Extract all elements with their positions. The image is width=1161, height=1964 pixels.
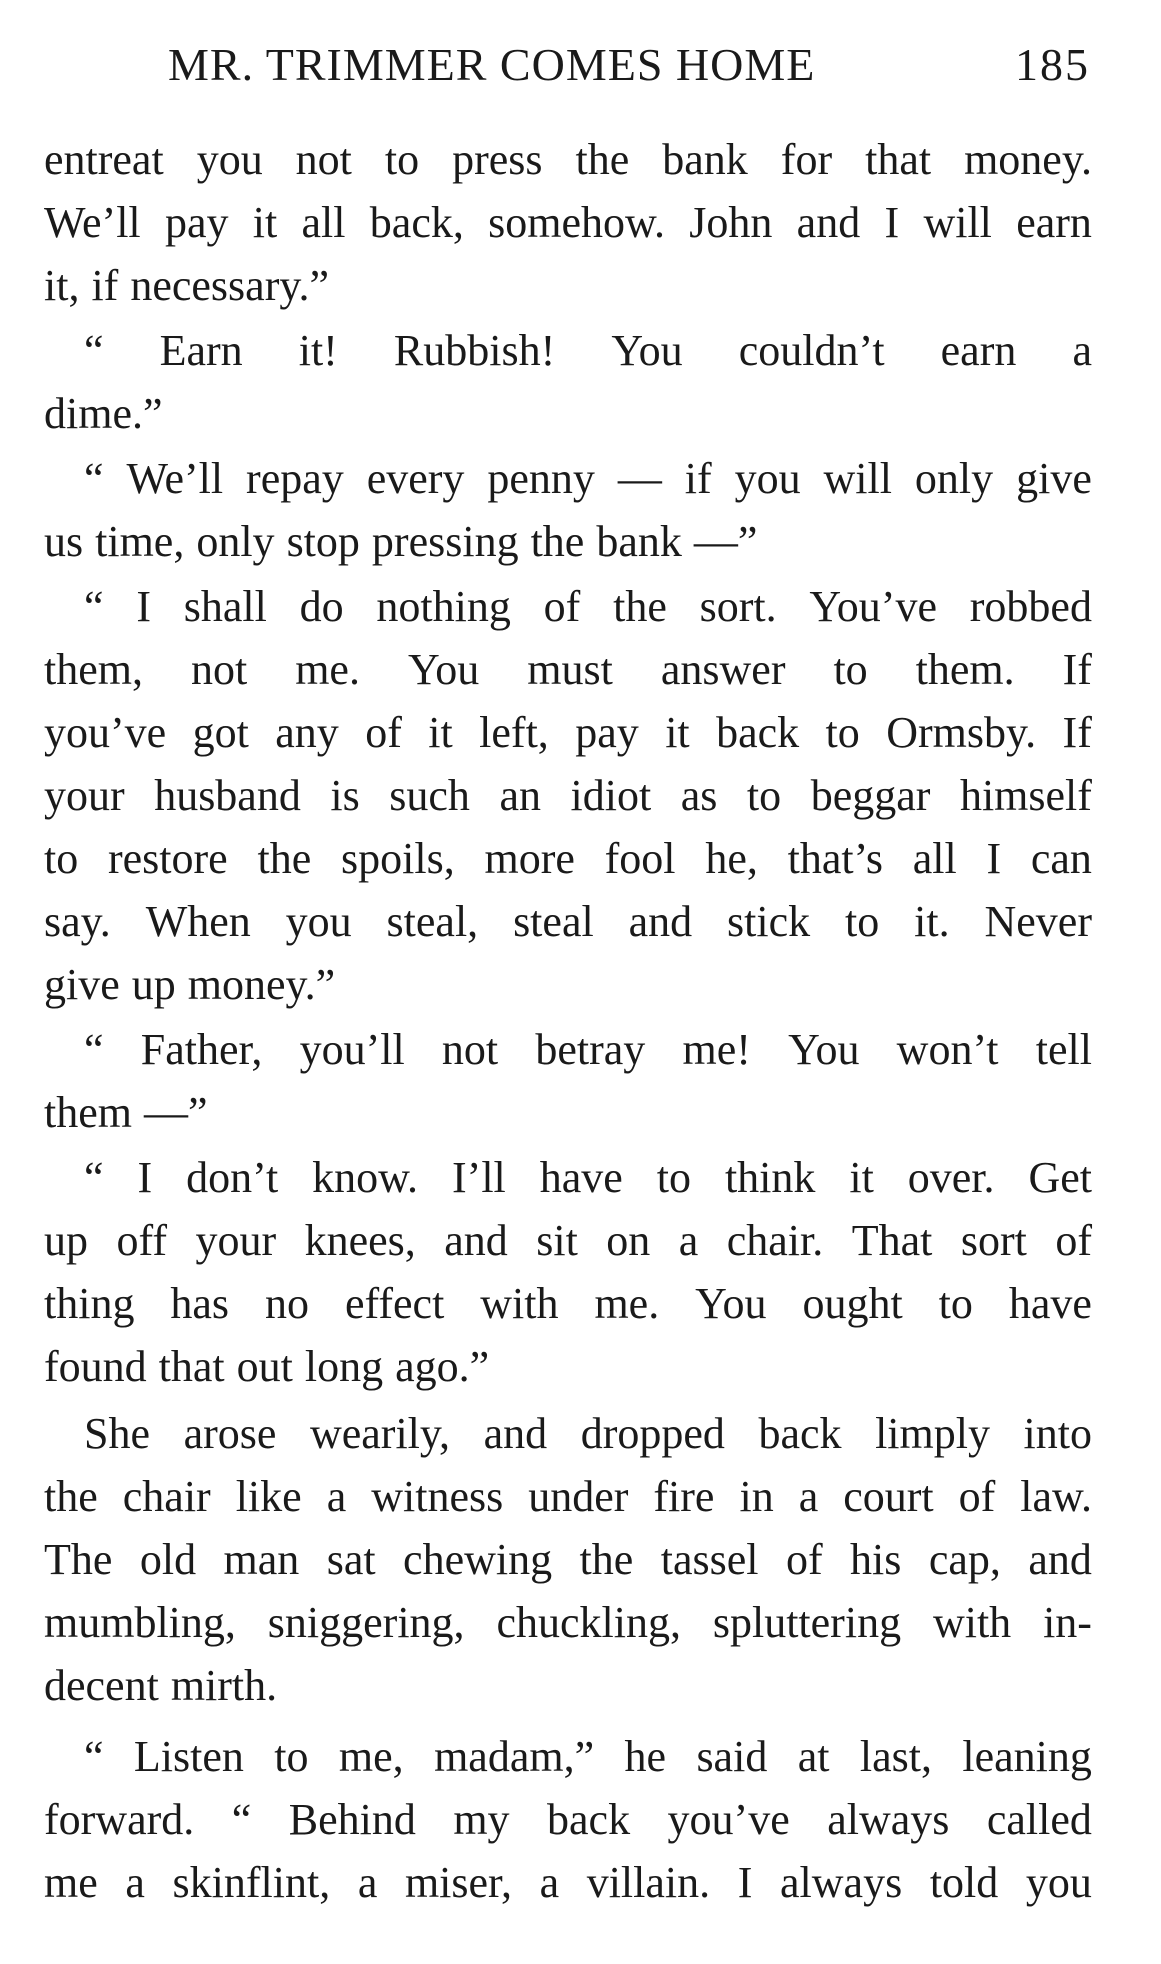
word: — [617, 454, 662, 503]
word: I [136, 582, 151, 631]
word: to [656, 1153, 691, 1202]
word: —” [143, 1088, 208, 1137]
word: sort. [699, 582, 777, 631]
text-line [44, 191, 1092, 254]
word: over. [907, 1153, 995, 1202]
word: I’ll [452, 1153, 506, 1202]
word: all [912, 834, 957, 883]
word: if [684, 454, 712, 503]
word: an [499, 771, 541, 820]
word: steal [513, 897, 594, 946]
word: sniggering, [267, 1598, 465, 1647]
word: no [265, 1279, 310, 1328]
word: somehow. [488, 198, 665, 247]
word: a [125, 1858, 145, 1907]
word: to [274, 1732, 309, 1781]
word: spoils, [341, 834, 455, 883]
word: “ [84, 1025, 104, 1074]
word: a [357, 1858, 378, 1907]
word: nothing [376, 582, 511, 631]
word: old [139, 1535, 197, 1584]
word: the [575, 135, 630, 184]
text-line [44, 1591, 1092, 1654]
word: have [539, 1153, 623, 1202]
word: you’ve [667, 1795, 790, 1844]
word: back [716, 708, 800, 757]
word: you’ve [44, 708, 167, 757]
word: in [739, 1472, 774, 1521]
word: is [330, 771, 360, 820]
word: Earn [159, 326, 243, 375]
text-line [44, 1402, 1092, 1465]
text-line [44, 638, 1092, 701]
word: the [44, 1472, 98, 1521]
word: madam,” [434, 1732, 595, 1781]
word: the [613, 582, 667, 631]
word: every [366, 454, 465, 503]
word: dropped [580, 1409, 725, 1458]
word: said [696, 1732, 768, 1781]
word: the [530, 517, 585, 566]
word: spluttering [712, 1598, 902, 1647]
word: us [44, 517, 84, 566]
word: knees, [304, 1216, 416, 1265]
text-line [44, 575, 1092, 638]
word: John [689, 198, 773, 247]
word: “ [84, 582, 104, 631]
word: ought [802, 1279, 903, 1328]
word: like [235, 1472, 302, 1521]
word: “ [84, 1732, 104, 1781]
word: that [865, 135, 932, 184]
text-line [44, 1335, 1092, 1398]
word: with [932, 1598, 1012, 1647]
word: only [914, 454, 994, 503]
word: to [833, 645, 868, 694]
word: pay [575, 708, 639, 757]
word: beggar [810, 771, 931, 820]
word: back [547, 1795, 631, 1844]
word: chair [122, 1472, 211, 1521]
word: arose [183, 1409, 277, 1458]
word: a [678, 1216, 699, 1265]
word: his [850, 1535, 902, 1584]
word: time, [95, 517, 185, 566]
text-line [44, 1654, 1092, 1717]
text-line [44, 1081, 1092, 1144]
word: called [986, 1795, 1092, 1844]
word: fire [653, 1472, 715, 1521]
word: “ [84, 326, 104, 375]
word: you [734, 454, 801, 503]
word: Never [984, 897, 1092, 946]
word: must [527, 645, 613, 694]
word: effect [344, 1279, 445, 1328]
word: that [158, 1342, 225, 1391]
word: tell [1035, 1025, 1092, 1074]
word: it [849, 1153, 874, 1202]
word: wearily, [309, 1409, 451, 1458]
running-head [40, 38, 1090, 98]
word: me. [295, 645, 360, 694]
word: you [196, 135, 263, 184]
word: of [543, 582, 581, 631]
word: out [236, 1342, 293, 1391]
word: of [785, 1535, 823, 1584]
word: Listen [133, 1732, 244, 1781]
text-line [44, 827, 1092, 890]
word: on [606, 1216, 651, 1265]
word: the [579, 1535, 634, 1584]
text-line [44, 1788, 1092, 1851]
word: stop [286, 517, 360, 566]
word: back, [369, 198, 464, 247]
word: mirth. [170, 1661, 278, 1710]
word: of [365, 708, 402, 757]
word: always [827, 1795, 950, 1844]
word: back [758, 1409, 842, 1458]
word: think [724, 1153, 816, 1202]
word: not [190, 645, 248, 694]
text-line [44, 1851, 1092, 1914]
word: to [384, 135, 420, 184]
word: Ormsby. [886, 708, 1037, 757]
word: I [986, 834, 1002, 883]
body-text [44, 128, 1092, 1914]
word: it! [298, 326, 338, 375]
word: will [823, 454, 892, 503]
word: idiot [570, 771, 652, 820]
text-line [44, 1528, 1092, 1591]
word: don’t [186, 1153, 279, 1202]
word: me, [338, 1732, 404, 1781]
word: them [44, 1088, 132, 1137]
word: any [275, 708, 339, 757]
word: I [737, 1858, 753, 1907]
word: sat [326, 1535, 376, 1584]
word: We’ll [44, 198, 141, 247]
word: When [145, 897, 251, 946]
word: told [929, 1858, 999, 1907]
word: the [257, 834, 312, 883]
word: off [116, 1216, 167, 1265]
word: a [326, 1472, 347, 1521]
word: You [788, 1025, 860, 1074]
word: such [389, 771, 470, 820]
word: me! [682, 1025, 751, 1074]
word: you [285, 897, 352, 946]
page-number: 185 [1015, 39, 1090, 90]
word: man [223, 1535, 300, 1584]
word: say. [44, 897, 111, 946]
word: She [84, 1409, 150, 1458]
word: pay [164, 198, 229, 247]
word: to [845, 897, 880, 946]
word: himself [959, 771, 1092, 820]
word: in- [1043, 1598, 1092, 1647]
word: and [1028, 1535, 1092, 1584]
word: restore [108, 834, 228, 883]
word: and [796, 198, 861, 247]
word: betray [535, 1025, 646, 1074]
word: give [44, 960, 120, 1009]
word: of [1055, 1216, 1092, 1265]
word: decent [44, 1661, 159, 1710]
word: skinflint, [172, 1858, 331, 1907]
text-line [44, 764, 1092, 827]
word: tassel [660, 1535, 759, 1584]
text-line [44, 382, 1092, 445]
word: of [958, 1472, 996, 1521]
word: under [528, 1472, 629, 1521]
word: he, [705, 834, 758, 883]
text-line [44, 701, 1092, 764]
word: have [1008, 1279, 1092, 1328]
word: court [843, 1472, 934, 1521]
text-line [44, 319, 1092, 382]
word: a [1072, 326, 1092, 375]
word: them, [44, 645, 143, 694]
word: always [780, 1858, 903, 1907]
word: only [196, 517, 275, 566]
word: Rubbish! [393, 326, 556, 375]
word: has [170, 1279, 230, 1328]
word: money.” [187, 960, 336, 1009]
word: fool [604, 834, 676, 883]
word: If [1062, 708, 1092, 757]
word: earn [1016, 198, 1092, 247]
text-line [44, 254, 1092, 317]
word: penny [487, 454, 595, 503]
word: won’t [896, 1025, 999, 1074]
word: Get [1028, 1153, 1092, 1202]
word: me. [594, 1279, 660, 1328]
word: bank [662, 135, 748, 184]
word: couldn’t [738, 326, 885, 375]
word: give [1016, 454, 1092, 503]
running-title: MR. TRIMMER COMES HOME [168, 39, 816, 90]
word: necessary.” [130, 261, 330, 310]
word: a [798, 1472, 819, 1521]
word: me [44, 1858, 98, 1907]
word: pressing [371, 517, 519, 566]
word: and [483, 1409, 548, 1458]
word: left, [479, 708, 549, 757]
word: up [44, 1216, 88, 1265]
word: it [428, 708, 453, 757]
word: You’ve [809, 582, 937, 631]
word: to [825, 708, 860, 757]
word: steal, [386, 897, 479, 946]
word: —” [693, 517, 758, 566]
word: That [851, 1216, 933, 1265]
word: as [680, 771, 718, 820]
word: stick [727, 897, 811, 946]
word: if [91, 261, 119, 310]
word: your [44, 771, 125, 820]
word: all [301, 198, 346, 247]
word: Father, [140, 1025, 263, 1074]
text-line [44, 1272, 1092, 1335]
word: got [192, 708, 249, 757]
word: entreat [44, 135, 164, 184]
word: not [295, 135, 352, 184]
word: up [131, 960, 176, 1009]
word: “ [84, 454, 104, 503]
word: You [407, 645, 480, 694]
word: a [539, 1858, 560, 1907]
word: can [1030, 834, 1092, 883]
word: bank [596, 517, 682, 566]
word: If [1062, 645, 1092, 694]
word: do [299, 582, 344, 631]
word: them. [915, 645, 1015, 694]
word: to [938, 1279, 973, 1328]
word: it [252, 198, 278, 247]
text-line [44, 1465, 1092, 1528]
word: into [1023, 1409, 1092, 1458]
word: You [695, 1279, 767, 1328]
word: You [611, 326, 683, 375]
word: “ [84, 1153, 104, 1202]
line-gap [44, 1717, 1092, 1725]
word: mumbling, [44, 1598, 236, 1647]
word: limply [875, 1409, 990, 1458]
word: I [137, 1153, 153, 1202]
word: husband [154, 771, 301, 820]
text-line [44, 890, 1092, 953]
word: sit [536, 1216, 578, 1265]
word: law. [1020, 1472, 1092, 1521]
word: shall [183, 582, 267, 631]
word: you [1025, 1858, 1092, 1907]
word: press [452, 135, 543, 184]
word: dime.” [44, 389, 163, 438]
word: repay [246, 454, 344, 503]
word: Behind [288, 1795, 416, 1844]
word: last, [859, 1732, 932, 1781]
word: witness [371, 1472, 504, 1521]
word: earn [940, 326, 1017, 375]
text-line [44, 510, 1092, 573]
word: to [746, 771, 782, 820]
word: money. [964, 135, 1092, 184]
text-line [44, 1209, 1092, 1272]
word: The [44, 1535, 113, 1584]
text-line [44, 1018, 1092, 1081]
word: it, [44, 261, 80, 310]
word: your [195, 1216, 277, 1265]
word: chewing [403, 1535, 553, 1584]
word: “ [231, 1795, 252, 1844]
word: villain. [586, 1858, 711, 1907]
word: it. [914, 897, 950, 946]
word: know. [312, 1153, 419, 1202]
word: and [444, 1216, 508, 1265]
word: thing [44, 1279, 135, 1328]
word: not [441, 1025, 499, 1074]
word: with [480, 1279, 559, 1328]
word: it [665, 708, 690, 757]
word: chuckling, [496, 1598, 681, 1647]
text-line [44, 1146, 1092, 1209]
word: cap, [928, 1535, 1001, 1584]
word: he [624, 1732, 667, 1781]
word: robbed [969, 582, 1092, 631]
text-line [44, 447, 1092, 510]
word: at [797, 1732, 830, 1781]
word: forward. [44, 1795, 195, 1844]
word: that’s [787, 834, 883, 883]
word: and [628, 897, 693, 946]
text-line [44, 128, 1092, 191]
word: more [484, 834, 575, 883]
word: you’ll [299, 1025, 405, 1074]
word: sort [960, 1216, 1027, 1265]
word: We’ll [126, 454, 224, 503]
word: I [884, 198, 900, 247]
word: will [923, 198, 992, 247]
text-line [44, 1725, 1092, 1788]
word: answer [660, 645, 786, 694]
word: for [780, 135, 833, 184]
word: leaning [962, 1732, 1092, 1781]
word: ago.” [395, 1342, 490, 1391]
word: chair. [726, 1216, 824, 1265]
word: found [44, 1342, 147, 1391]
word: to [44, 834, 79, 883]
text-line [44, 953, 1092, 1016]
word: my [453, 1795, 510, 1844]
word: miser, [404, 1858, 512, 1907]
word: long [304, 1342, 384, 1391]
